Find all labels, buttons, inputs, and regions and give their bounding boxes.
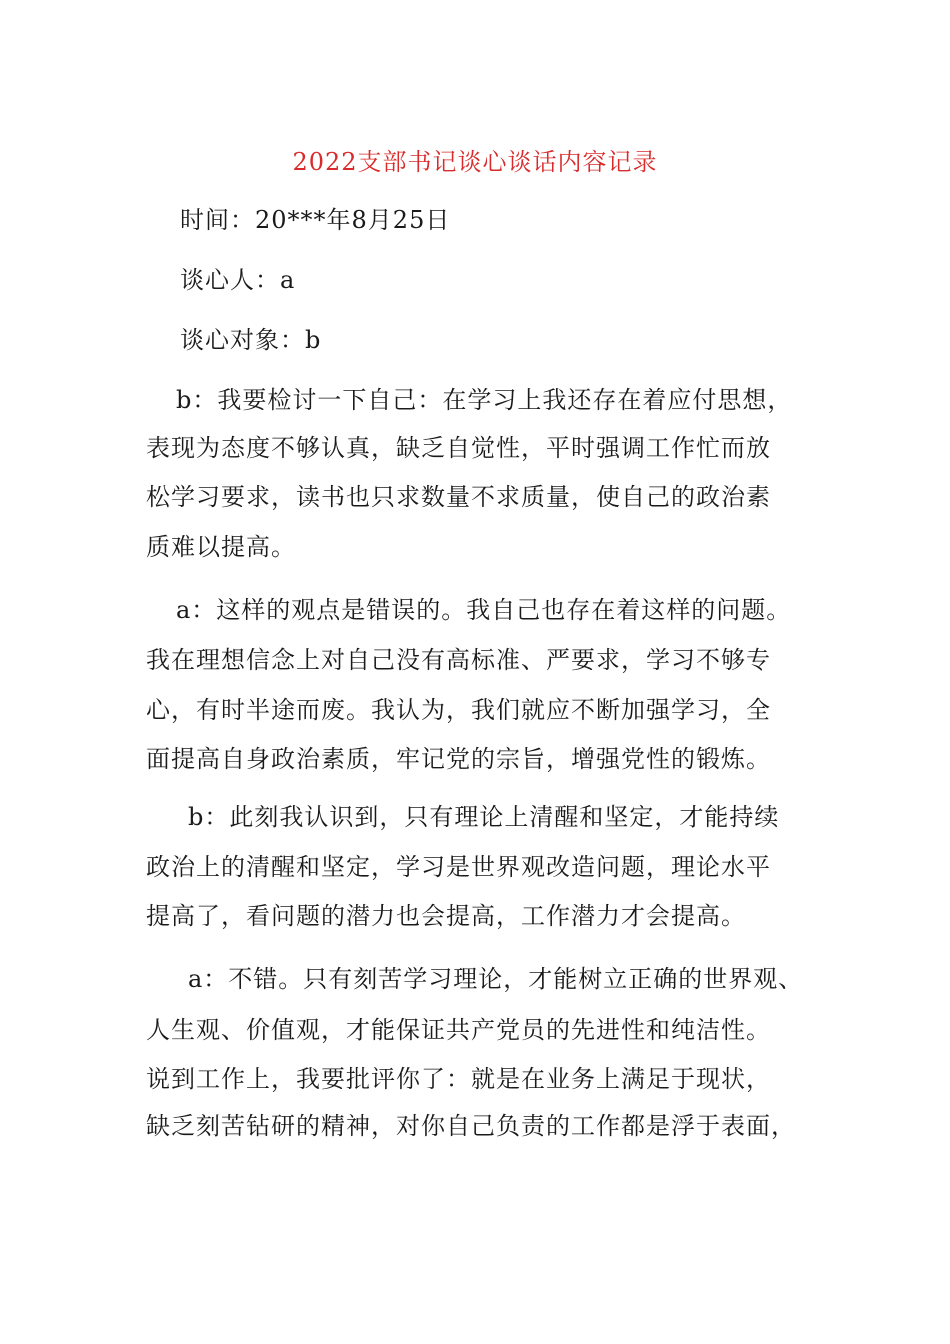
paragraph-line: 政治上的清醒和坚定，学习是世界观改造问题，理论水平: [146, 853, 771, 881]
paragraph-line: 提高了，看问题的潜力也会提高，工作潜力才会提高。: [146, 902, 746, 930]
time-line: 时间：20***年8月25日: [180, 206, 451, 234]
speaker-line: 谈心人：a: [180, 266, 296, 294]
paragraph-line: 说到工作上，我要批评你了：就是在业务上满足于现状，: [146, 1065, 771, 1093]
paragraph-line: 表现为态度不够认真，缺乏自觉性，平时强调工作忙而放: [146, 434, 771, 462]
paragraph-line: 松学习要求，读书也只求数量不求质量，使自己的政治素: [146, 483, 771, 511]
paragraph-line: 人生观、价值观，才能保证共产党员的先进性和纯洁性。: [146, 1016, 771, 1044]
paragraph-line: b：此刻我认识到，只有理论上清醒和坚定，才能持续: [188, 803, 780, 831]
paragraph-line: 缺乏刻苦钻研的精神，对你自己负责的工作都是浮于表面，: [146, 1112, 796, 1140]
document-title: 2022支部书记谈心谈话内容记录: [292, 148, 658, 176]
paragraph-line: 心，有时半途而废。我认为，我们就应不断加强学习，全: [146, 696, 771, 724]
paragraph-line: 质难以提高。: [146, 533, 296, 561]
paragraph-line: a：这样的观点是错误的。我自己也存在着这样的问题。: [176, 596, 792, 624]
paragraph-line: 面提高自身政治素质，牢记党的宗旨，增强党性的锻炼。: [146, 745, 771, 773]
paragraph-line: 我在理想信念上对自己没有高标准、严要求，学习不够专: [146, 646, 771, 674]
paragraph-line: b：我要检讨一下自己：在学习上我还存在着应付思想，: [176, 386, 793, 414]
listener-line: 谈心对象：b: [180, 326, 322, 354]
paragraph-line: a：不错。只有刻苦学习理论，才能树立正确的世界观、: [188, 965, 804, 993]
